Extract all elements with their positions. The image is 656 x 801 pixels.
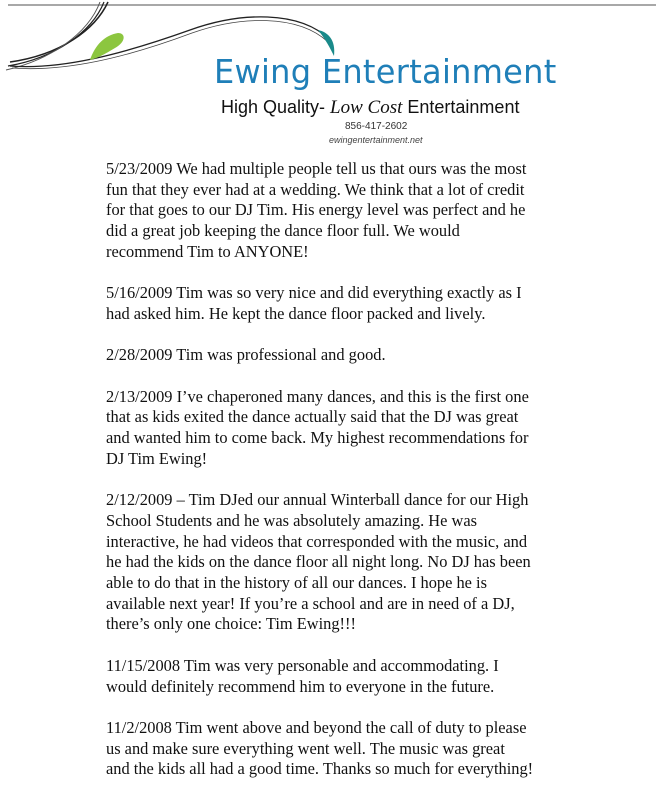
testimonial-line: recommend Tim to ANYONE!: [106, 241, 309, 261]
testimonial-line: fun that they ever had at a wedding. We think that a lot of credit: [106, 179, 525, 199]
testimonial-line: available next year! If you’re a school and are in need of a DJ,: [106, 593, 515, 613]
testimonial-line: had asked him. He kept the dance floor packed and lively.: [106, 303, 486, 323]
testimonial: [106, 283, 606, 324]
testimonial: [106, 159, 606, 263]
tagline: [221, 97, 519, 119]
brand-name: Ewing Entertainment: [214, 52, 557, 91]
testimonial: [106, 490, 606, 635]
testimonial-line: and the kids all had a good time. Thanks so much for everything!: [106, 759, 534, 779]
testimonial: [106, 387, 606, 470]
testimonial-line: 2/13/2009 I’ve chaperoned many dances, and this is the first one: [106, 386, 529, 406]
testimonial-line: for that goes to our DJ Tim. His energy level was perfect and he: [106, 200, 526, 220]
testimonial: [106, 656, 606, 697]
testimonial-line: 2/12/2009 – Tim DJed our annual Winterball dance for our High: [106, 490, 529, 510]
testimonial-line: 11/15/2008 Tim was very personable and accommodating. I: [106, 655, 499, 675]
testimonial-line: 5/16/2009 Tim was so very nice and did everything exactly as I: [106, 283, 522, 303]
testimonial-line: able to do that in the history of all our dances. I hope he is: [106, 573, 487, 592]
testimonial-line: would definitely recommend him to everyone in the future.: [106, 676, 495, 696]
testimonial-line: 2/28/2009 Tim was professional and good.: [106, 345, 386, 365]
tagline-start: High Quality-: [221, 97, 331, 117]
testimonials-list: [106, 159, 606, 801]
testimonial-line: interactive, he had videos that corresponded with the music, and: [106, 531, 528, 551]
testimonial-line: 5/23/2009 We had multiple people tell us that ours was the most: [106, 159, 527, 178]
testimonial-line: did a great job keeping the dance floor full. We would: [106, 221, 460, 241]
testimonial-line: that as kids exited the dance actually said that the DJ was great: [106, 407, 519, 427]
tagline-italic: Low Cost: [330, 97, 403, 118]
testimonial-line: DJ Tim Ewing!: [106, 448, 208, 468]
testimonial-line: School Students and he was absolutely amazing. He was: [106, 510, 477, 530]
testimonial-line: there’s only one choice: Tim Ewing!!!: [106, 614, 356, 634]
testimonial-line: 11/2/2008 Tim went above and beyond the call of duty to please: [106, 717, 527, 737]
testimonial: [106, 718, 606, 780]
testimonial-line: us and make sure everything went well. The music was great: [106, 738, 505, 758]
website: ewingentertainment.net: [329, 135, 423, 145]
testimonial: [106, 345, 606, 366]
tagline-end: Entertainment: [402, 97, 520, 117]
testimonial-line: and wanted him to come back. My highest recommendations for: [106, 428, 529, 448]
phone-number: 856-417-2602: [345, 121, 408, 132]
testimonial-line: he had the kids on the dance floor all night long. No DJ has been: [106, 552, 531, 572]
